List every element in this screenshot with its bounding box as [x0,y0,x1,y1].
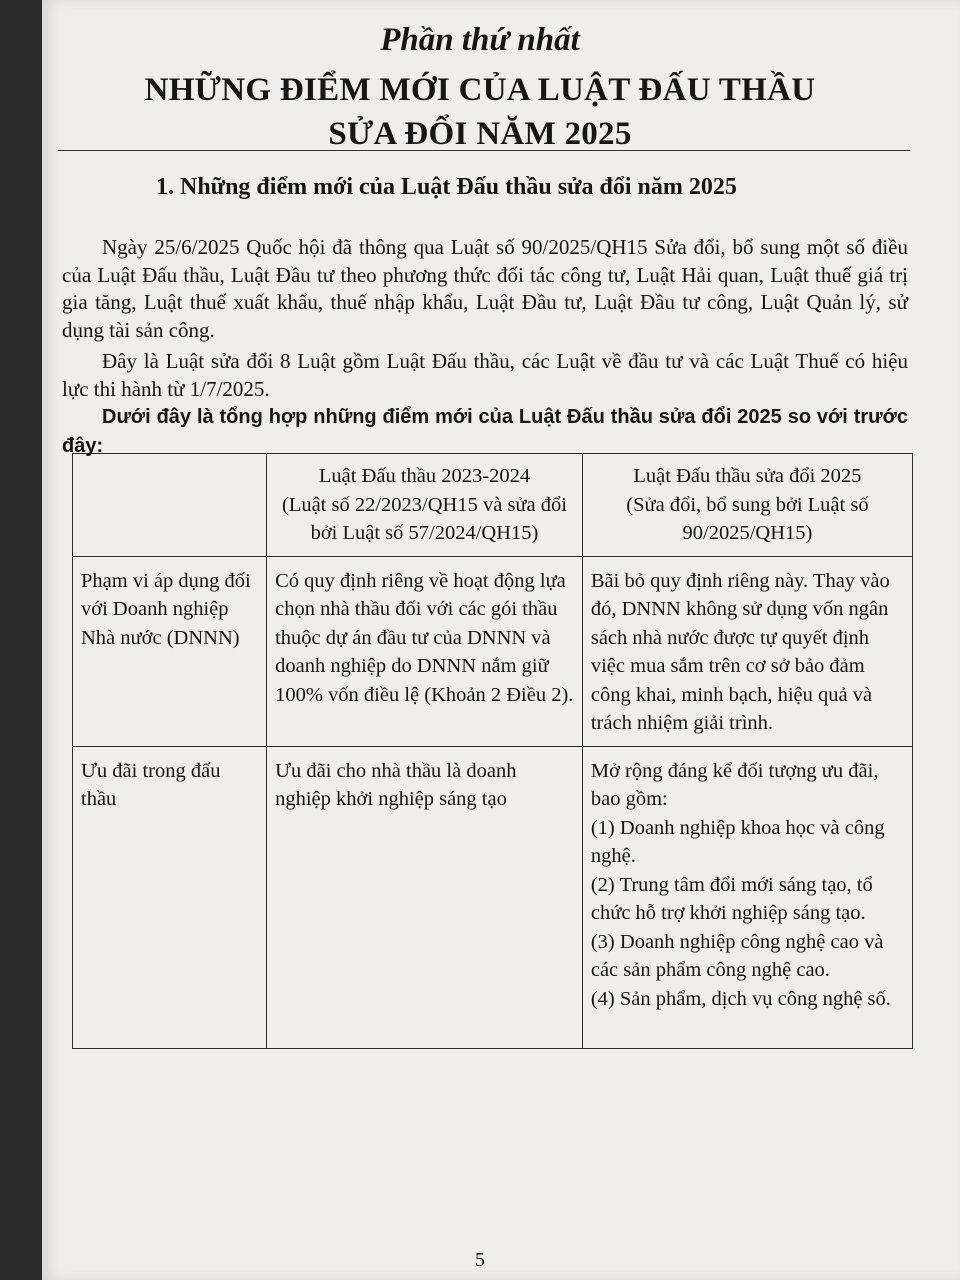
table-row [73,746,913,1048]
new-law-subtitle: (Sửa đổi, bổ sung bởi Luật số 90/2025/QH15) [626,493,869,544]
table-cell-topic: Ưu đãi trong đấu thầu [73,746,267,1048]
old-law-subtitle: (Luật số 22/2023/QH15 và sửa đổi bởi Luật số 57/2024/QH15) [281,493,567,544]
page-title-line-1: NHỮNG ĐIỂM MỚI CỦA LUẬT ĐẤU THẦU [144,72,816,108]
list-item: (4) Sản phẩm, dịch vụ công nghệ số. [590,987,891,1010]
table-cell-topic: Phạm vi áp dụng đối với Doanh nghiệp Nhà nước (DNNN) [73,556,267,746]
table-header-cell-old-law [267,454,583,557]
page-title-line-2: SỬA ĐỔI NĂM 2025 [328,116,632,152]
table-header-cell-new-law [582,454,912,557]
table-row [73,556,913,746]
table-cell-new [582,746,912,1048]
list-item: (3) Doanh nghiệp công nghệ cao và các sản phẩm công nghệ cao. [590,930,884,981]
table-cell-old: Có quy định riêng về hoạt động lựa chọn nhà thầu đối với các gói thầu thuộc dự án đầu tư của DNNN và doanh nghiệp do DNNN nắm giữ 100% vốn điều lệ (Khoản 2 Điều 2). [267,556,583,746]
intro-paragraph: Ngày 25/6/2025 Quốc hội đã thông qua Luật số 90/2025/QH15 Sửa đổi, bổ sung một số điều của Luật Đấu thầu, Luật Đầu tư theo phương thức đối tác công tư, Luật Hải quan, Luật thuế giá trị gia tăng, Luật thuế xuất khẩu, thuế nhập khẩu, Luật Đầu tư, Luật Đầu tư công, Luật Quản lý, sử dụng tài sản công. [62,235,908,342]
list-item: (1) Doanh nghiệp khoa học và công nghệ. [590,816,885,867]
table-cell-old: Ưu đãi cho nhà thầu là doanh nghiệp khởi nghiệp sáng tạo [267,746,583,1048]
summary-paragraph: Đây là Luật sửa đổi 8 Luật gồm Luật Đấu thầu, các Luật về đầu tư và các Luật Thuế có hiệu lực thi hành từ 1/7/2025. [62,349,908,401]
table-header-row [73,454,913,557]
table-cell-new: Bãi bỏ quy định riêng này. Thay vào đó, DNNN không sử dụng vốn ngân sách nhà nước được tự quyết định việc mua sắm trên cơ sở bảo đảm công khai, minh bạch, hiệu quả và trách nhiệm giải trình. [582,556,912,746]
page-number: 5 [475,1249,485,1271]
new-law-title: Luật Đấu thầu sửa đổi 2025 [633,465,862,487]
title-divider [58,150,910,151]
table-intro-paragraph: Dưới đây là tổng hợp những điểm mới của Luật Đấu thầu sửa đổi 2025 so với trước đây: [62,406,908,457]
old-law-title: Luật Đấu thầu 2023-2024 [318,465,531,487]
part-label: Phần thứ nhất [380,22,580,58]
table-header-cell-topic [73,454,267,557]
comparison-table [72,453,913,1049]
page-title [0,68,960,156]
list-intro: Mở rộng đáng kể đối tượng ưu đãi, bao gồm: [590,759,879,810]
section-heading: 1. Những điểm mới của Luật Đấu thầu sửa đổi năm 2025 [156,174,737,200]
list-item: (2) Trung tâm đổi mới sáng tạo, tổ chức hỗ trợ khởi nghiệp sáng tạo. [590,873,873,924]
